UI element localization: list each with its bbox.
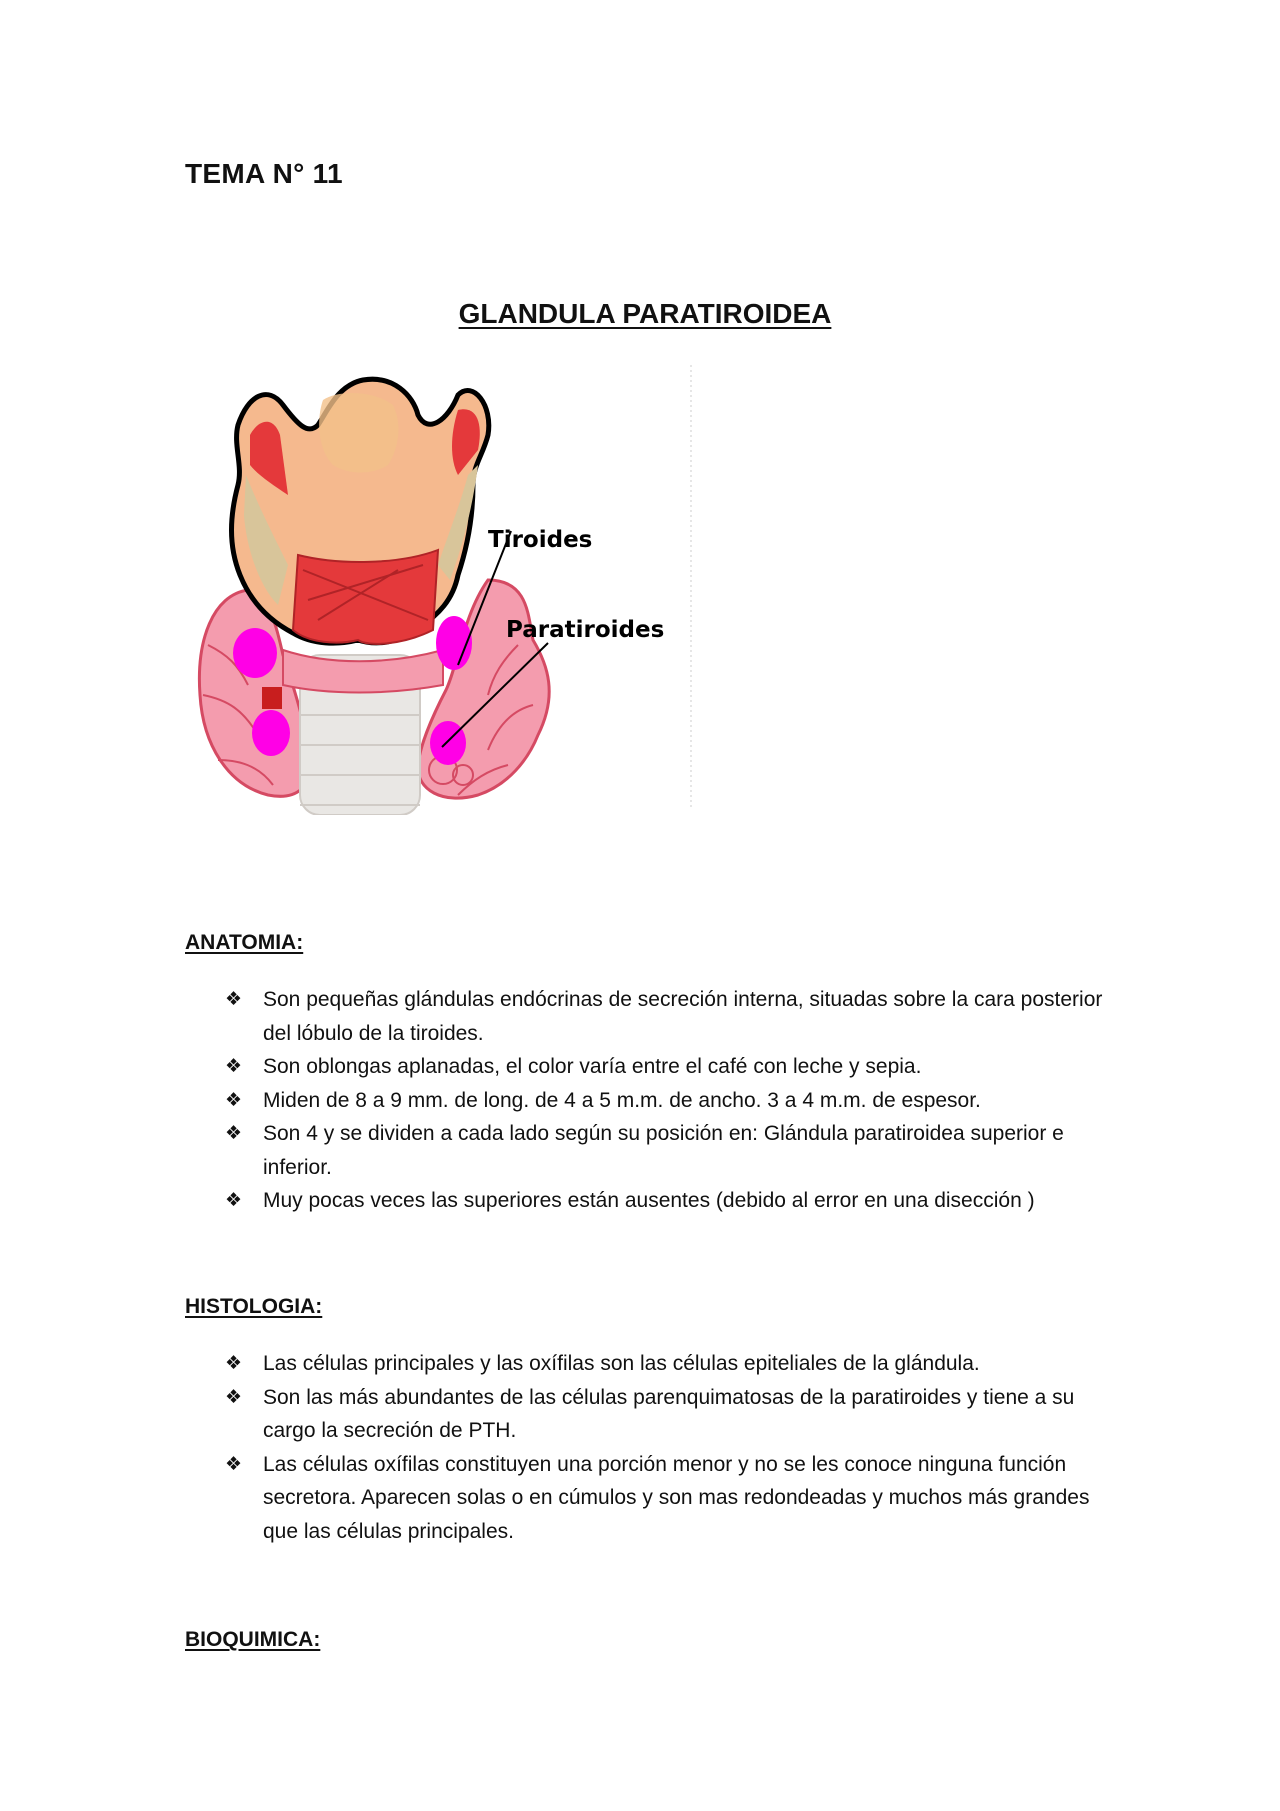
topic-number: TEMA N° 11: [185, 158, 343, 189]
thyroid-diagram: [188, 365, 698, 815]
histologia-list: [225, 1347, 1125, 1548]
bullet-icon: ❖: [225, 1190, 243, 1211]
page-title-text: GLANDULA PARATIROIDEA: [458, 298, 832, 329]
list-item: ❖ Las células principales y las oxífilas son las células epiteliales de la glándula.: [225, 1347, 1125, 1381]
page-title: [0, 298, 1280, 330]
list-item: ❖ Miden de 8 a 9 mm. de long. de 4 a 5 m.m. de ancho. 3 a 4 m.m. de espesor.: [225, 1084, 1125, 1118]
anatomia-list: [225, 983, 1125, 1218]
bullet-icon: ❖: [225, 1386, 243, 1408]
section-heading-histologia: HISTOLOGIA:: [185, 1295, 323, 1318]
bullet-icon: ❖: [225, 1453, 243, 1475]
bullet-icon: ❖: [225, 1056, 243, 1077]
parathyroid-lower-left: [252, 710, 290, 756]
label-paratiroides: Paratiroides: [506, 617, 665, 643]
parathyroid-upper-left: [233, 628, 277, 678]
bullet-icon: ❖: [225, 1089, 243, 1111]
list-item: ❖ Son las más abundantes de las células parenquimatosas de la paratiroides y tiene a su cargo la secreción de PTH.: [225, 1381, 1125, 1448]
section-heading-bioquimica: BIOQUIMICA:: [185, 1628, 321, 1651]
list-item: ❖ Son oblongas aplanadas, el color varía entre el café con leche y sepia.: [225, 1050, 1125, 1084]
list-item: ❖ Muy pocas veces las superiores están ausentes (debido al error en una disección ): [225, 1184, 1125, 1218]
bullet-icon: ❖: [225, 1353, 243, 1374]
list-item: ❖ Son 4 y se dividen a cada lado según su posición en: Glándula paratiroidea superior e inferior.: [225, 1117, 1125, 1184]
section-heading-anatomia: ANATOMIA:: [185, 931, 304, 954]
list-item: ❖ Las células oxífilas constituyen una porción menor y no se les conoce ninguna función secretora. Aparecen solas o en cúmulos y son mas redondeadas y muchos más grandes que las células principales.: [225, 1448, 1125, 1549]
label-tiroides: Tiroides: [488, 527, 593, 553]
bullet-icon: ❖: [225, 1123, 243, 1144]
bullet-icon: ❖: [225, 989, 243, 1010]
list-item: ❖ Son pequeñas glándulas endócrinas de secreción interna, situadas sobre la cara posterior del lóbulo de la tiroides.: [225, 983, 1125, 1050]
parathyroid-illustration: [188, 365, 698, 815]
